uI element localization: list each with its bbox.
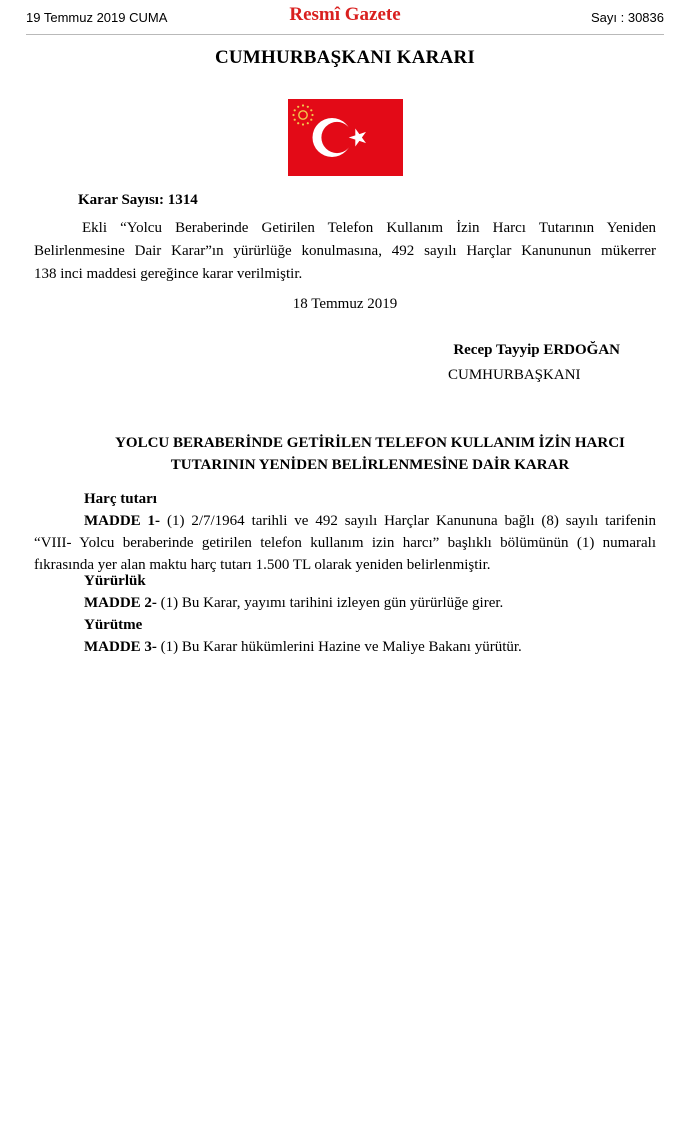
article-heading: Yürürlük bbox=[84, 573, 146, 589]
intro-line: Ekli “Yolcu Beraberinde Getirilen Telefon Kullanım İzin Harcı Tutarının Yeniden bbox=[82, 220, 656, 236]
signer-name: Recep Tayyip ERDOĞAN bbox=[453, 342, 620, 358]
decision-date: 18 Temmuz 2019 bbox=[292, 296, 398, 312]
regulation-title-line: YOLCU BERABERİNDE GETİRİLEN TELEFON KULLANIM İZİN HARCI bbox=[115, 435, 625, 451]
decision-number: Karar Sayısı: 1314 bbox=[78, 192, 198, 208]
regulation-title-line: TUTARININ YENİDEN BELİRLENMESİNE DAİR KARAR bbox=[170, 457, 570, 473]
document-title: CUMHURBAŞKANI KARARI bbox=[215, 47, 475, 68]
article-heading: Harç tutarı bbox=[84, 491, 157, 507]
turkish-flag-icon bbox=[288, 99, 403, 176]
issue-number: Sayı : 30836 bbox=[591, 10, 664, 25]
article-line bbox=[34, 636, 656, 658]
header-date: 19 Temmuz 2019 CUMA bbox=[26, 10, 168, 25]
gazette-header bbox=[26, 0, 664, 35]
intro-line: Belirlenmesine Dair Karar”ın yürürlüğe konulmasına, 492 sayılı Harçlar Kanununun mükerrer bbox=[34, 243, 656, 259]
intro-line: 138 inci maddesi gereğince karar verilmiştir. bbox=[34, 266, 303, 282]
article-line: fıkrasında yer alan maktu harç tutarı 1.500 TL olarak yeniden belirlenmiştir. bbox=[34, 557, 491, 573]
regulation-title bbox=[0, 432, 690, 476]
intro-paragraph bbox=[34, 217, 656, 286]
article-text: (1) Bu Karar hükümlerini Hazine ve Maliye Bakanı yürütür. bbox=[156, 639, 522, 655]
article-heading: Yürütme bbox=[84, 617, 143, 633]
article-line bbox=[34, 592, 656, 614]
article-label: MADDE 2- bbox=[84, 595, 157, 611]
article-label: MADDE 3- bbox=[84, 639, 157, 655]
article-3 bbox=[34, 614, 656, 658]
article-text: (1) Bu Karar, yayımı tarihini izleyen gün yürürlüğe girer. bbox=[156, 595, 504, 611]
gazette-title: Resmî Gazete bbox=[289, 4, 401, 25]
article-line bbox=[34, 510, 656, 532]
signer-title: CUMHURBAŞKANI bbox=[448, 367, 581, 383]
article-label: MADDE 1- bbox=[84, 513, 161, 529]
article-2 bbox=[34, 570, 656, 614]
article-line: “VIII- Yolcu beraberinde getirilen telefon kullanım izin harcı” başlıklı bölümünün (1) numaralı bbox=[34, 535, 656, 551]
article-1 bbox=[34, 488, 656, 576]
article-text: (1) 2/7/1964 tarihli ve 492 sayılı Harçlar Kanununa bağlı (8) sayılı tarifenin bbox=[160, 513, 657, 529]
